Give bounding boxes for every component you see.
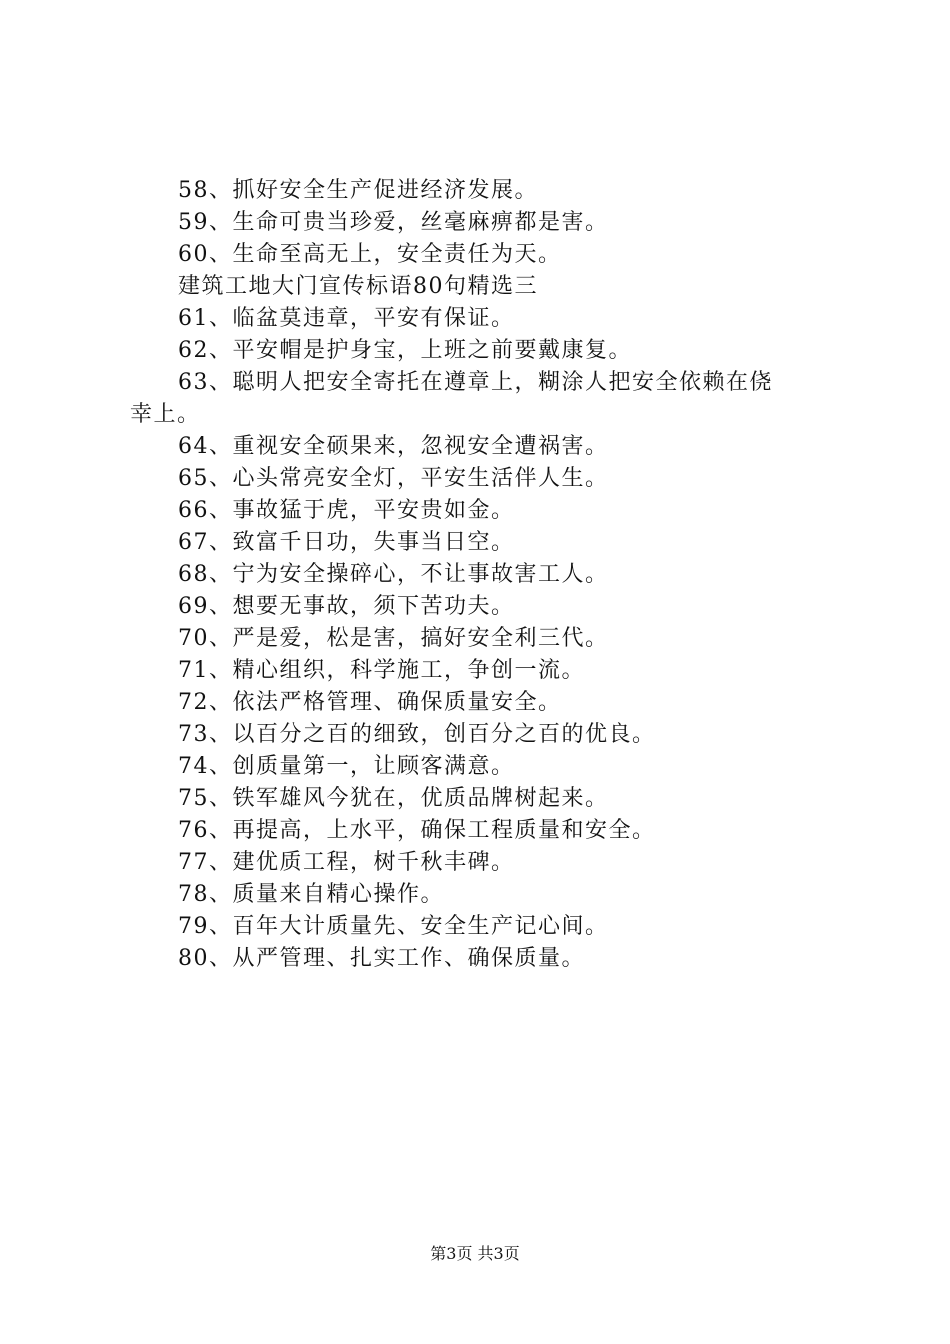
page-footer: 第3页 共3页 <box>430 1244 520 1263</box>
slogan-line: 65、心头常亮安全灯，平安生活伴人生。 <box>178 466 609 491</box>
slogan-line-continuation: 幸上。 <box>130 402 201 427</box>
slogan-line: 75、铁军雄风今犹在，优质品牌树起来。 <box>178 786 609 811</box>
document-body <box>130 175 830 975</box>
slogan-line: 59、生命可贵当珍爱，丝毫麻痹都是害。 <box>178 210 609 235</box>
section-heading: 建筑工地大门宣传标语80句精选三 <box>178 274 538 299</box>
slogan-line: 73、以百分之百的细致，创百分之百的优良。 <box>178 722 656 747</box>
slogan-line: 67、致富千日功，失事当日空。 <box>178 530 515 555</box>
slogan-line-first-part: 63、聪明人把安全寄托在遵章上，糊涂人把安全依赖在侥 <box>178 370 773 395</box>
slogan-line: 71、精心组织，科学施工，争创一流。 <box>178 658 585 683</box>
slogan-line: 66、事故猛于虎，平安贵如金。 <box>178 498 515 523</box>
slogan-line: 60、生命至高无上，安全责任为天。 <box>178 242 562 267</box>
slogan-line: 61、临盆莫违章，平安有保证。 <box>178 306 515 331</box>
slogan-line: 70、严是爱，松是害，搞好安全利三代。 <box>178 626 609 651</box>
slogan-line: 80、从严管理、扎实工作、确保质量。 <box>178 946 585 971</box>
slogan-line: 58、抓好安全生产促进经济发展。 <box>178 178 538 203</box>
slogan-line: 62、平安帽是护身宝，上班之前要戴康复。 <box>178 338 632 363</box>
slogan-line: 64、重视安全硕果来，忽视安全遭祸害。 <box>178 434 609 459</box>
slogan-line: 76、再提高，上水平，确保工程质量和安全。 <box>178 818 656 843</box>
slogan-line: 68、宁为安全操碎心，不让事故害工人。 <box>178 562 609 587</box>
slogan-line: 69、想要无事故，须下苦功夫。 <box>178 594 515 619</box>
slogan-line: 77、建优质工程，树千秋丰碑。 <box>178 850 515 875</box>
slogan-line: 78、质量来自精心操作。 <box>178 882 444 907</box>
slogan-line: 72、依法严格管理、确保质量安全。 <box>178 690 562 715</box>
slogan-line: 74、创质量第一，让顾客满意。 <box>178 754 515 779</box>
slogan-line-wrapped <box>130 367 830 431</box>
slogan-line: 79、百年大计质量先、安全生产记心间。 <box>178 914 609 939</box>
